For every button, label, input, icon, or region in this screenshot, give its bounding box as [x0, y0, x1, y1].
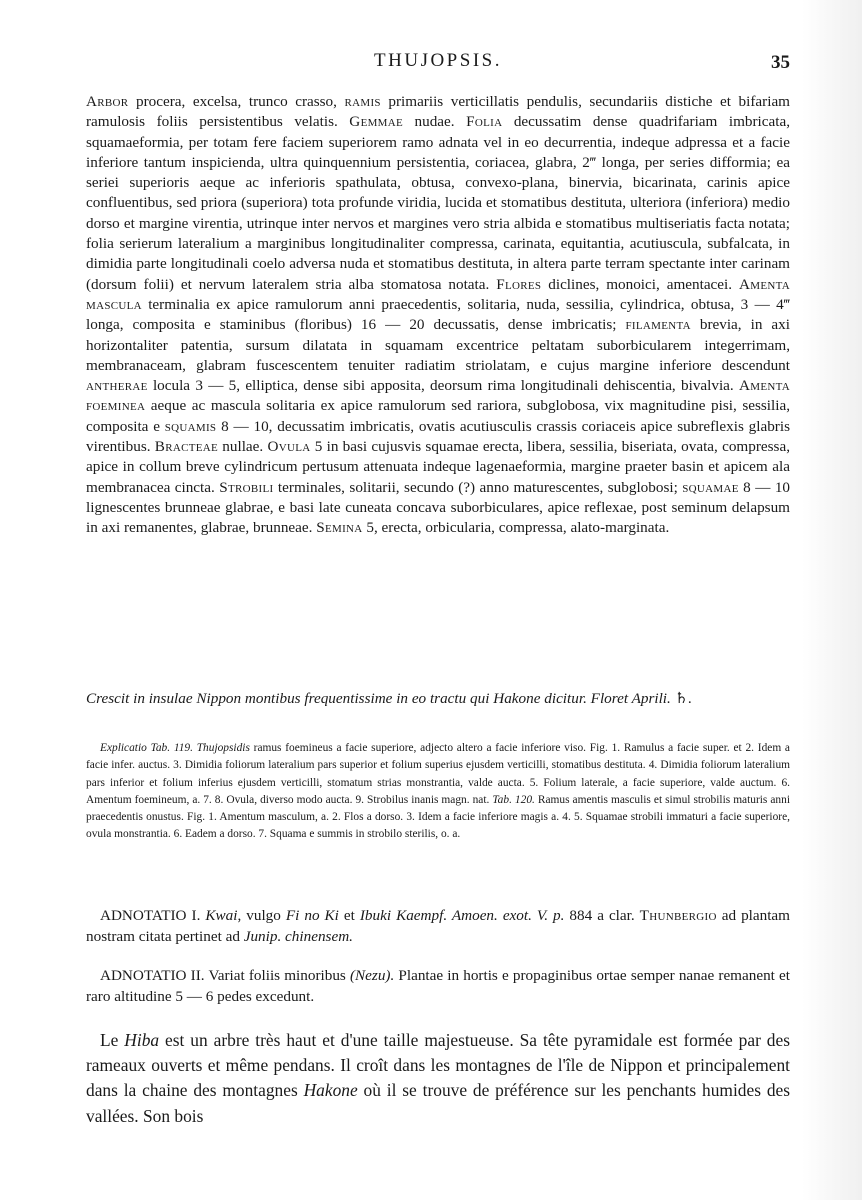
description-text: 8 — 10, decussatim imbricatis, ovatis acutiusculis crassis coriaceis apice subreflexis glabris virentibus.	[86, 417, 790, 456]
name-kwai: Kwai	[205, 907, 238, 924]
adnotatio-text: Plantae in hortis e propaginibus ortae semper nanae remanent et raro altitudine 5 — 6 pedes excedunt.	[86, 967, 790, 1005]
adnotatio-text: 884 a clar.	[564, 907, 640, 924]
plate-explanation	[86, 740, 790, 844]
description-text: nudae.	[403, 113, 467, 131]
botanical-description	[86, 92, 790, 539]
explicatio-text: ramus foemineus a facie superiore, adjecto altero a facie inferiore viso. Fig. 1. Ramulus a facie super. et 2. Idem a facie infer. auctus. 3. Dimidia foliorum lateralium pars superior et folium superius ejusdem verticilli, stomatibus destituta. 4. Dimidia foliorum lateralium pars inferior et folium inferius ejusdem verticilli, stomatum strias monstrantia, valde aucta. 5. Folium laterale, a facie superiore, valde auctum. 6. Amentum foemineum, a. 7. 8. Ovula, diverso modo aucta. 9. Strobilus inanis magn. nat.	[86, 742, 790, 806]
term-amenta-mascula: Amenta mascula	[86, 275, 790, 313]
adnotatio-heading: ADNOTATIO I.	[100, 907, 206, 924]
term-gemmae: Gemmae	[349, 113, 404, 131]
description-text: terminales, solitarii, secundo (?) anno maturescentes, subglobosi;	[273, 478, 683, 496]
name-fi-no-ki: Fi no Ki	[285, 907, 339, 924]
author-thunbergio: Thunbergio	[639, 907, 717, 924]
french-paragraph	[86, 1028, 790, 1129]
explicatio-paragraph	[86, 740, 790, 844]
name-junip-chinensem: Junip. chinensem.	[243, 927, 353, 945]
habitat-line: Crescit in insulae Nippon montibus frequentissime in eo tractu qui Hakone dicitur. Floret Aprili. ♄.	[86, 690, 693, 707]
description-text: nullae.	[218, 438, 268, 456]
genus-name: Thujopsidis	[196, 742, 250, 754]
description-text: procera, excelsa, trunco crasso,	[128, 93, 345, 110]
adnotatio-two	[86, 966, 790, 1007]
description-text: brevia, in axi horizontaliter patentia, sursum dilatata in squamam excentrice peltatam suborbicularem integerrimam, membranaceam, glabram fuscescentem tenuiter radiatim striolatam, e cujus margine inferiore descendunt	[86, 316, 790, 374]
description-text: decussatim dense quadrifariam imbricata, squamaeformia, per totam fere faciem superiorem ramo adnata vel in eo decurrentia, indeque adpressa et a facie inferiore tantum inspicienda, ultra quinquennium persistentia, coriacea, glabra, 2‴ longa, per series difformia; ea seriei superioris aeque ac inferioris spathulata, obtusa, convexo-plana, binervia, bicarinata, carinis apice confluentibus, sed priora (superiora) tota profunde viridia, lucida et stomatibus destituta, ulteriora (inferiora) medio dorso et margine virentia, utrinque inter nervos et margines vero stria albida e stomatibus multiseriatis facta notata; folia serierum lateralium a marginibus longitudinaliter compressa, carinata, equitantia, acutiuscula, subfalcata, in dimidia parte longitudinali coelo adversa nuda et stomatibus destituta, in altera parte terram spectante inter carinam (dorsum folii) et nervum lateralem stria alba stomatosa notata.	[86, 113, 791, 293]
page-number: 35	[771, 52, 790, 73]
explicatio-text: Ramus amentis masculis et simul strobilis maturis anni praecedentis onustus. Fig. 1. Amentum masculum, a. 2. Flos a dorso. 3. Idem a facie inferiore magis a. 4. 5. Squamae strobili immaturi a facie superiore, ovula monstrantia. 6. Eadem a dorso. 7. Squama e summis in strobilo sterilis, o. a.	[86, 793, 790, 841]
french-description	[86, 1028, 790, 1129]
term-flores: Flores	[496, 275, 542, 293]
description-text: diclines, monoici, amentacei.	[541, 275, 739, 293]
description-paragraph	[86, 92, 790, 539]
term-folia: Folia	[466, 113, 503, 131]
term-amenta-foeminea: Amenta foeminea	[86, 377, 790, 415]
description-text: loculа 3 — 5, elliptica, dense sibi apposita, deorsum rima longitudinali dehiscentia, bivalvia.	[147, 377, 739, 395]
description-text: primariis verticillatis pendulis, secundariis distiche et bifariam ramulosis foliis persistentibus velatis.	[86, 93, 790, 131]
term-bracteae: Bracteae	[154, 438, 219, 456]
habitat-note	[86, 689, 790, 710]
adnotatio-text: , vulgo	[237, 907, 286, 924]
term-filamenta: filamenta	[625, 316, 691, 334]
running-title: THUJOPSIS.	[374, 50, 502, 71]
citation-ibuki: Ibuki Kaempf. Amoen. exot. V. p.	[359, 907, 565, 924]
adnotatio-one-paragraph	[86, 906, 790, 947]
french-text: est un arbre très haut et d'une taille majestueuse. Sa tête pyramidale est formée par des rameaux ouverts et même pendans. Il croît dans les montagnes de l'île de Nippon et principalement dans la chaine des montagnes	[86, 1030, 790, 1101]
description-text: terminalia ex apice ramulorum anni praecedentis, solitaria, nuda, sessilia, cylindrica, obtusa, 3 — 4‴ longa, composita e staminibus (floribus) 16 — 20 decussatis, dense imbricatis;	[86, 295, 790, 334]
name-hakone: Hakone	[303, 1080, 358, 1101]
term-strobili: Strobili	[219, 478, 274, 496]
term-semina: Semina	[316, 519, 363, 537]
description-text: 5 in basi cujusvis squamae erecta, libera, sessilia, biseriata, ovata, compressa, apice in collum breve cylindricum pertusum attenuata indeque lagenaeformia, margine praeter basin et apicem ala membranacea cincta.	[86, 438, 790, 496]
description-text: 8 — 10 lignescentes brunneae glabrae, e basi late cuneata concava suborbiculares, apice reflexae, post seminum delapsum in axi remanentes, glabrae, brunneae.	[86, 478, 791, 537]
adnotatio-text: ADNOTATIO II. Variat foliis minoribus	[100, 967, 350, 984]
adnotatio-one	[86, 906, 790, 947]
french-text: où il se trouve de préférence sur les penchants humides des vallées. Son bois	[86, 1080, 790, 1126]
adnotatio-text: et	[338, 907, 360, 924]
description-text: 5, erecta, orbicularia, compressa, alato-marginata.	[362, 519, 670, 537]
term-ovula: Ovula	[267, 438, 311, 456]
french-text: Le	[100, 1030, 125, 1050]
adnotatio-text: ad plantam nostram citata pertinet ad	[86, 907, 790, 945]
description-text: aeque ac mascula solitaria ex apice ramulorum sed rariora, subglobosa, vix magnitudine pisi, sessilia, composita e	[86, 397, 790, 435]
name-nezu: (Nezu).	[349, 967, 395, 984]
tab-reference: Tab. 120.	[492, 793, 535, 806]
term-arbor: Arbor	[86, 93, 129, 110]
page-header	[86, 44, 790, 76]
term-squamis: squamis	[164, 417, 217, 435]
term-antherae: antherae	[86, 377, 148, 395]
adnotatio-two-paragraph	[86, 966, 790, 1007]
page-edge-shadow	[802, 0, 862, 1200]
explicatio-lead: Explicatio Tab. 119.	[100, 742, 193, 754]
name-hiba: Hiba	[124, 1030, 160, 1050]
term-squamae: squamae	[682, 478, 739, 496]
term-ramis: ramis	[344, 93, 381, 110]
